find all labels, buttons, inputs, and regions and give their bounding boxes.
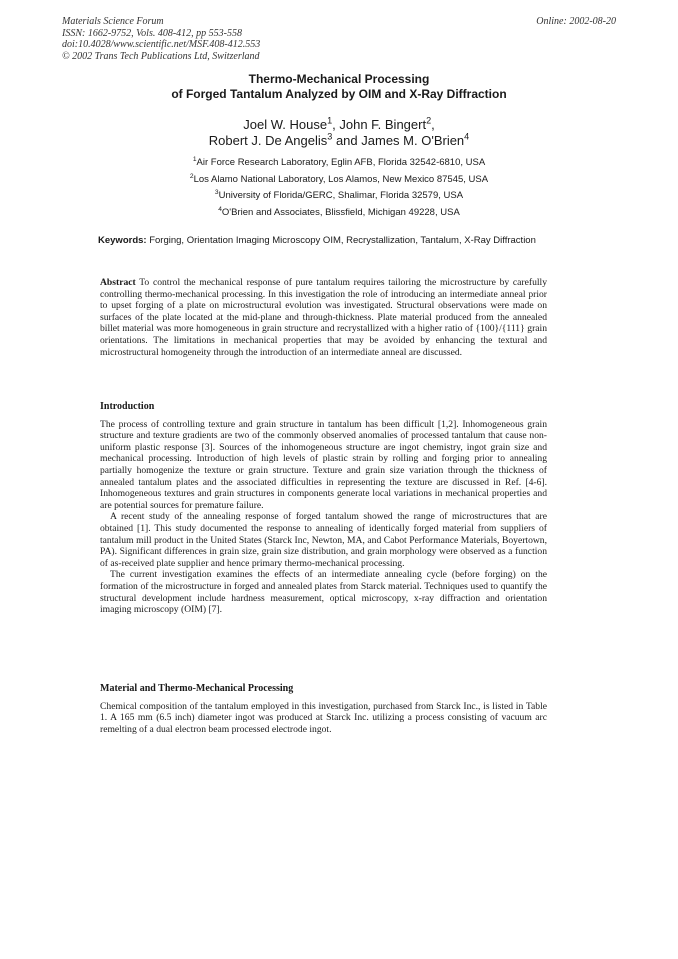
author-line-2 (0, 133, 678, 149)
author-separator: , (431, 117, 435, 132)
affiliation-text: Los Alamo National Laboratory, Los Alamos, New Mexico 87545, USA (193, 173, 489, 185)
issn-line: ISSN: 1662-9752, Vols. 408-412, pp 553-558 (62, 27, 242, 39)
affiliation-text: University of Florida/GERC, Shalimar, Florida 32579, USA (218, 190, 464, 201)
introduction-paragraph-3: The current investigation examines the effects of an intermediate annealing cycle (before forging) on the formation of the microstructure in forged and annealed plates from Starck material. Techniques used to quantify the structural development include hardness measurement, optical microscopy, x-ray diffraction and orientation imaging microscopy (OIM) [7]. (100, 569, 547, 616)
keywords (98, 235, 538, 248)
author-3: Robert J. De Angelis (208, 133, 328, 148)
journal-name: Materials Science Forum (62, 16, 164, 27)
author-2-sup: 2 (426, 115, 432, 126)
affiliation-num: 3 (214, 188, 219, 196)
introduction-paragraph-1: The process of controlling texture and grain structure in tantalum has been difficult [1,2]. Inhomogeneous grain structure and texture gradients are two of the commonly observed anomalies of processed tantalum that cause non-uniform plastic response [3]. Sources of the inhomogeneous structure are ingot chemistry, ingot grain size and mechanical processing. Introduction of high levels of plastic strain by rolling and forging prior to annealing partially homogenize the texture or grain structure. Texture and grain size variation through the thickness of annealed tantalum plates and the associated difficulties in representing the texture are discussed in Ref. [4-6]. Inhomogeneous textures and grain structures in components generate local variations in mechanical properties and are potential sources for premature failure. (100, 418, 547, 511)
author-2: John F. Bingert (339, 117, 427, 132)
doi-line: doi:10.4028/www.scientific.net/MSF.408-412.553 (62, 39, 261, 50)
title-line-1: Thermo-Mechanical Processing (248, 72, 430, 86)
affiliation-num: 1 (192, 155, 197, 163)
author-list (0, 117, 678, 149)
introduction-section (100, 401, 547, 616)
affiliation-4 (0, 205, 678, 222)
material-paragraph-1: Chemical composition of the tantalum employed in this investigation, purchased from Starck Inc., is listed in Table 1. A 165 mm (6.5 inch) diameter ingot was produced at Starck Inc. utilizing a process consisting of vacuum arc remelting of a dual electron beam processed electrode ingot. (100, 700, 547, 735)
affiliation-num: 4 (218, 205, 222, 213)
keywords-text: Forging, Orientation Imaging Microscopy OIM, Recrystallization, Tantalum, X-Ray Diffraction (146, 235, 536, 246)
material-section (100, 683, 547, 735)
author-1: Joel W. House (243, 117, 328, 132)
author-3-sup: 3 (327, 131, 333, 142)
abstract-paragraph (100, 277, 547, 358)
abstract-text: To control the mechanical response of pure tantalum requires tailoring the microstructure by carefully controlling thermo-mechanical processing. In this investigation the role of introducing an intermediate anneal prior to upset forging of a plate on microstructural evolution was investigated. Structural observations were made on surfaces of the plate located at the mid-plane and through-thickness. Plate material produced from the annealed billet material was more homogeneous in grain structure and recrystallized with a higher ratio of {100}/{111} grain orientations. The limitations in mechanical properties that may be avoided by enhancing the textural and microstructural homogeneity through the introduction of an intermediate anneal are discussed. (100, 277, 547, 358)
abstract-section (100, 277, 547, 358)
journal-header (62, 16, 260, 62)
affiliation-3 (0, 188, 678, 205)
author-4-sup: 4 (464, 131, 470, 142)
affiliation-num: 2 (189, 172, 194, 180)
introduction-paragraph-2: A recent study of the annealing response of forged tantalum showed the range of microstructures that are obtained [1]. This study documented the response to annealing of identically forged material from suppliers of tantalum mill product in the United States (Starck Inc, Newton, MA, and Cabot Performance Materials, Boyertown, PA). Significant differences in grain size, grain size distribution, and grain morphology were observed as a function of as-received plate supplier and hence primary thermo-mechanical processing. (100, 511, 547, 569)
author-line-1 (0, 117, 678, 133)
author-4: James M. O'Brien (361, 133, 465, 148)
keywords-label: Keywords: (98, 235, 147, 246)
affiliation-2 (0, 172, 678, 189)
introduction-heading: Introduction (100, 401, 155, 412)
author-separator: , (332, 117, 340, 132)
paper-title (0, 72, 678, 102)
title-line-2: of Forged Tantalum Analyzed by OIM and X-Ray Diffraction (171, 87, 507, 101)
copyright-line: © 2002 Trans Tech Publications Ltd, Switzerland (62, 50, 260, 62)
author-1-sup: 1 (327, 115, 333, 126)
affiliation-list (0, 155, 678, 221)
material-heading: Material and Thermo-Mechanical Processing (100, 683, 294, 694)
author-and: and (332, 133, 362, 148)
affiliation-text: Air Force Research Laboratory, Eglin AFB, Florida 32542-6810, USA (196, 157, 486, 168)
abstract-label: Abstract (100, 277, 136, 288)
affiliation-1 (0, 155, 678, 172)
online-date: Online: 2002-08-20 (536, 16, 616, 27)
affiliation-text: O'Brien and Associates, Blissfield, Michigan 49228, USA (221, 206, 460, 218)
